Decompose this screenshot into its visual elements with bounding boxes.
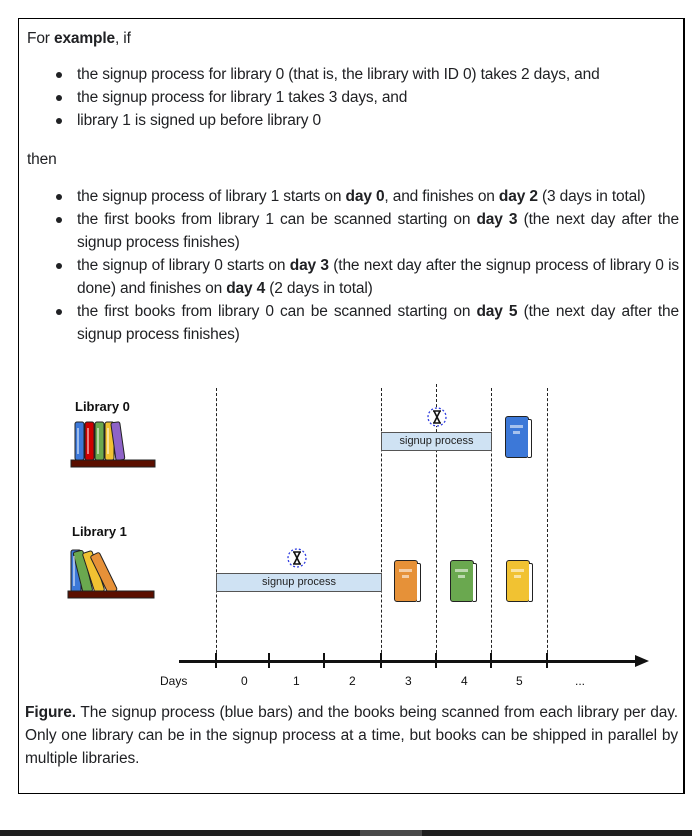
book-icon-orange — [394, 560, 418, 602]
library-1-label: Library 1 — [72, 524, 127, 539]
tick-label: 1 — [293, 674, 300, 688]
scrollbar-thumb[interactable] — [360, 830, 422, 836]
day-divider — [491, 388, 492, 668]
axis-tick — [435, 653, 437, 668]
then-label: then — [27, 151, 57, 168]
axis-tick — [380, 653, 382, 668]
bookshelf-library-1-icon — [67, 542, 159, 600]
book-icon-yellow — [506, 560, 530, 602]
results-list — [49, 185, 679, 346]
hourglass-icon — [286, 547, 308, 569]
tick-label: 0 — [241, 674, 248, 688]
axis-arrow-icon — [635, 655, 649, 667]
signup-bar-library-1: signup process — [216, 573, 382, 592]
list-item: the signup process of library 1 starts on day 0, and finishes on day 2 (3 days in total) — [49, 185, 679, 208]
list-item: the signup of library 0 starts on day 3 (the next day after the signup process of library 0 is done) and finishes on day 4 (2 days in total) — [49, 254, 679, 300]
library-0-label: Library 0 — [75, 399, 130, 414]
days-axis — [179, 660, 639, 663]
hourglass-icon — [426, 406, 448, 428]
axis-tick — [546, 653, 548, 668]
list-item: the first books from library 0 can be scanned starting on day 5 (the next day after the signup process finishes) — [49, 300, 679, 346]
tick-label: 2 — [349, 674, 356, 688]
book-icon-blue — [505, 416, 529, 458]
axis-tick — [215, 653, 217, 668]
figure-caption: Figure. The signup process (blue bars) and the books being scanned from each library per day. Only one library can be in the signup process at a time, but books can be shipped in parallel by multiple libraries. — [25, 704, 678, 767]
day-divider — [381, 388, 382, 668]
signup-bar-library-0: signup process — [381, 432, 492, 451]
tick-label: 4 — [461, 674, 468, 688]
list-item: the signup process for library 0 (that is, the library with ID 0) takes 2 days, and — [49, 63, 679, 86]
intro-text: For example, if — [27, 30, 131, 47]
axis-tick — [268, 653, 270, 668]
tick-label: 5 — [516, 674, 523, 688]
horizontal-scrollbar[interactable] — [0, 830, 692, 836]
axis-tick — [490, 653, 492, 668]
list-item: the first books from library 1 can be scanned starting on day 3 (the next day after the signup process finishes) — [49, 208, 679, 254]
tick-label: 3 — [405, 674, 412, 688]
list-item: the signup process for library 1 takes 3 days, and — [49, 86, 679, 109]
axis-label: Days — [160, 674, 188, 688]
bookshelf-library-0-icon — [70, 418, 158, 468]
tick-label: ... — [575, 674, 586, 688]
conditions-list — [49, 63, 679, 132]
day-divider — [547, 388, 548, 668]
list-item: library 1 is signed up before library 0 — [49, 109, 679, 132]
timeline-figure — [0, 380, 692, 700]
book-icon-green — [450, 560, 474, 602]
day-divider — [216, 388, 217, 668]
axis-tick — [323, 653, 325, 668]
